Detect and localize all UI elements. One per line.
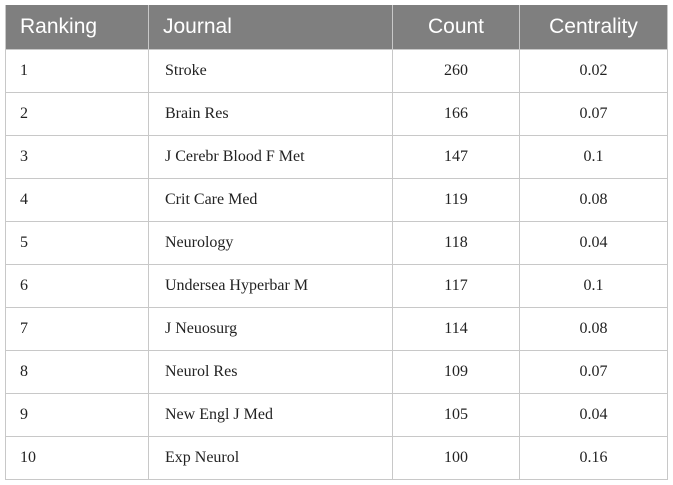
table-row <box>6 393 668 436</box>
journal-cell: J Cerebr Blood F Met <box>149 135 393 178</box>
centrality-cell: 0.02 <box>520 49 668 92</box>
journal-cell: Brain Res <box>149 92 393 135</box>
table-row <box>6 307 668 350</box>
ranking-cell: 2 <box>6 92 149 135</box>
table-header <box>6 5 668 49</box>
ranking-cell: 1 <box>6 49 149 92</box>
ranking-cell: 9 <box>6 393 149 436</box>
journal-ranking-table <box>5 5 668 480</box>
journal-cell: Neurology <box>149 221 393 264</box>
count-cell: 166 <box>393 92 520 135</box>
header-centrality: Centrality <box>520 5 668 49</box>
count-cell: 119 <box>393 178 520 221</box>
count-cell: 117 <box>393 264 520 307</box>
header-journal: Journal <box>149 5 393 49</box>
ranking-cell: 3 <box>6 135 149 178</box>
journal-cell: Exp Neurol <box>149 436 393 479</box>
journal-cell: Stroke <box>149 49 393 92</box>
ranking-cell: 5 <box>6 221 149 264</box>
count-cell: 260 <box>393 49 520 92</box>
journal-cell: Neurol Res <box>149 350 393 393</box>
count-cell: 105 <box>393 393 520 436</box>
count-cell: 118 <box>393 221 520 264</box>
ranking-cell: 4 <box>6 178 149 221</box>
centrality-cell: 0.04 <box>520 393 668 436</box>
journal-cell: New Engl J Med <box>149 393 393 436</box>
table-row <box>6 264 668 307</box>
journal-cell: J Neuosurg <box>149 307 393 350</box>
table-row <box>6 92 668 135</box>
journal-cell: Crit Care Med <box>149 178 393 221</box>
table-row <box>6 49 668 92</box>
journal-cell: Undersea Hyperbar M <box>149 264 393 307</box>
header-ranking: Ranking <box>6 5 149 49</box>
table-row <box>6 221 668 264</box>
count-cell: 147 <box>393 135 520 178</box>
header-row <box>6 5 668 49</box>
centrality-cell: 0.1 <box>520 135 668 178</box>
count-cell: 100 <box>393 436 520 479</box>
ranking-cell: 7 <box>6 307 149 350</box>
table-row <box>6 436 668 479</box>
centrality-cell: 0.16 <box>520 436 668 479</box>
count-cell: 109 <box>393 350 520 393</box>
ranking-cell: 8 <box>6 350 149 393</box>
ranking-cell: 10 <box>6 436 149 479</box>
count-cell: 114 <box>393 307 520 350</box>
centrality-cell: 0.08 <box>520 178 668 221</box>
centrality-cell: 0.08 <box>520 307 668 350</box>
table-row <box>6 350 668 393</box>
table-body <box>6 49 668 479</box>
ranking-cell: 6 <box>6 264 149 307</box>
table-row <box>6 178 668 221</box>
centrality-cell: 0.07 <box>520 350 668 393</box>
table-row <box>6 135 668 178</box>
header-count: Count <box>393 5 520 49</box>
centrality-cell: 0.1 <box>520 264 668 307</box>
centrality-cell: 0.07 <box>520 92 668 135</box>
centrality-cell: 0.04 <box>520 221 668 264</box>
